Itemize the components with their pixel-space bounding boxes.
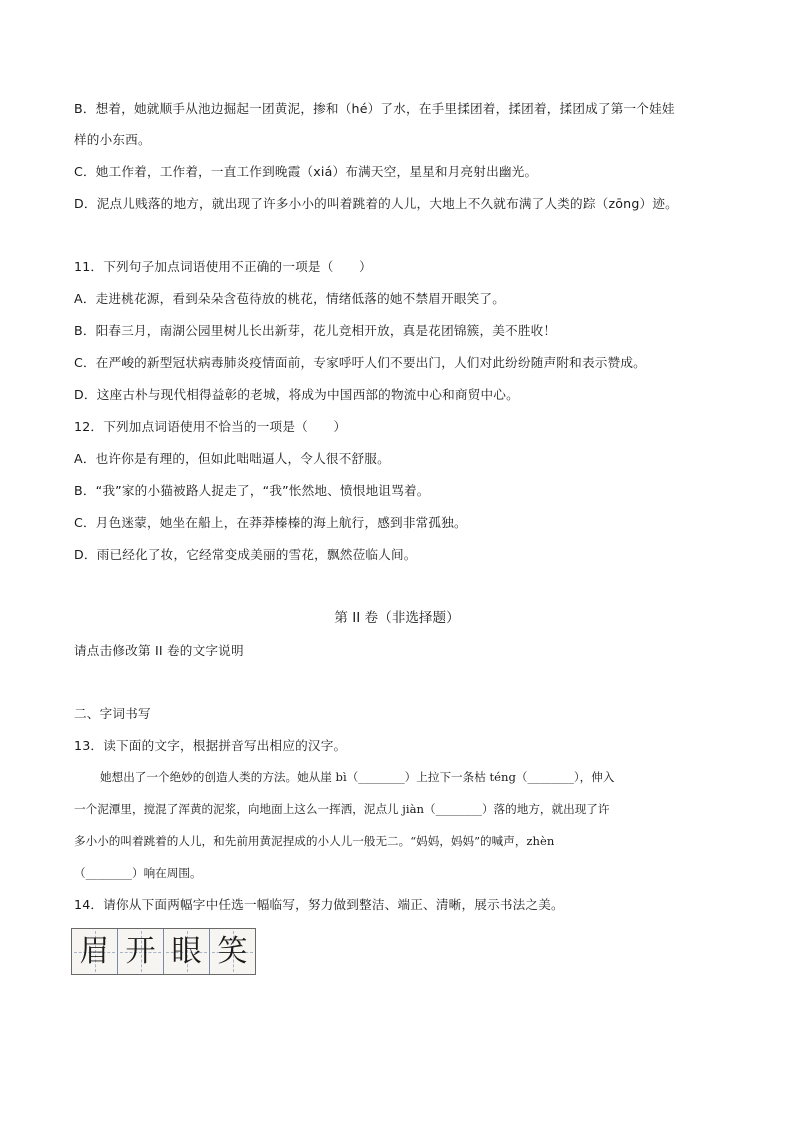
q10-option-b-line1: B．想着，她就顺手从池边掘起一团黄泥，掺和（hé）了水，在手里揉团着，揉团着，揉团成了第一个娃娃 <box>74 101 675 116</box>
part2-note[interactable]: 请点击修改第 II 卷的文字说明 <box>74 643 244 658</box>
q11-option-b: B．阳春三月，南湖公园里树儿长出新芽，花儿竞相开放，真是花团锦簇，美不胜收！ <box>74 323 557 338</box>
q12-option-b: B．“我”家的小猫被路人捉走了，“我”怅然地、愤恨地诅骂着。 <box>74 483 430 498</box>
calligraphy-cell <box>118 929 164 974</box>
q11-option-c: C．在严峻的新型冠状病毒肺炎疫情面前，专家呼吁人们不要出门，人们对此纷纷随声附和表示赞成。 <box>74 355 646 370</box>
q12-option-c: C．月色迷蒙，她坐在船上，在莽莽榛榛的海上航行，感到非常孤独。 <box>74 515 467 530</box>
calligraphy-cell <box>210 929 255 974</box>
q14-stem: 14．请你从下面两幅字中任选一幅临写，努力做到整洁、端正、清晰，展示书法之美。 <box>74 897 564 912</box>
q13-stem: 13．读下面的文字，根据拼音写出相应的汉字。 <box>74 738 347 753</box>
q12-option-d: D．雨已经化了妆，它经常变成美丽的雪花，飘然莅临人间。 <box>74 547 417 562</box>
q11-option-a: A．走进桃花源，看到朵朵含苞待放的桃花，情绪低落的她不禁眉开眼笑了。 <box>74 291 506 306</box>
q13-passage-line1: 她想出了一个绝妙的创造人类的方法。她从崖 bì（________）上拉下一条枯 téng（________），伸入 <box>100 770 615 784</box>
calligraphy-char: 眉 <box>79 933 110 969</box>
calligraphy-char: 笑 <box>217 933 248 969</box>
q12-stem: 12．下列加点词语使用不恰当的一项是（ ） <box>74 419 347 434</box>
q10-option-b-line2: 样的小东西。 <box>74 132 151 147</box>
q13-passage-line4: （________）响在周围。 <box>74 866 202 880</box>
calligraphy-char: 眼 <box>171 933 202 969</box>
q11-option-d: D．这座古朴与现代相得益彰的老城，将成为中国西部的物流中心和商贸中心。 <box>74 387 519 402</box>
calligraphy-cell <box>72 929 118 974</box>
calligraphy-sample <box>71 928 256 975</box>
q12-option-a: A．也许你是有理的，但如此咄咄逼人，令人很不舒服。 <box>74 451 390 466</box>
calligraphy-char: 开 <box>125 933 156 969</box>
part2-title: 第 II 卷（非选择题） <box>334 610 460 626</box>
q11-stem: 11．下列句子加点词语使用不正确的一项是（ ） <box>74 259 372 274</box>
section2-title: 二、字词书写 <box>74 706 151 721</box>
q13-passage-line2: 一个泥潭里，搅混了浑黄的泥浆，向地面上这么一挥洒，泥点儿 jiàn（________）落的地方，就出现了许 <box>74 802 610 816</box>
q10-option-c: C．她工作着，工作着，一直工作到晚霞（xiá）布满天空，星星和月亮射出幽光。 <box>74 164 538 179</box>
q10-option-d: D．泥点儿贱落的地方，就出现了许多小小的叫着跳着的人儿，大地上不久就布满了人类的踪（zōng）迹。 <box>74 196 678 211</box>
calligraphy-cell <box>164 929 210 974</box>
q13-passage-line3: 多小小的叫着跳着的人儿，和先前用黄泥捏成的小人儿一般无二。“妈妈，妈妈”的喊声，zhèn <box>74 834 555 848</box>
